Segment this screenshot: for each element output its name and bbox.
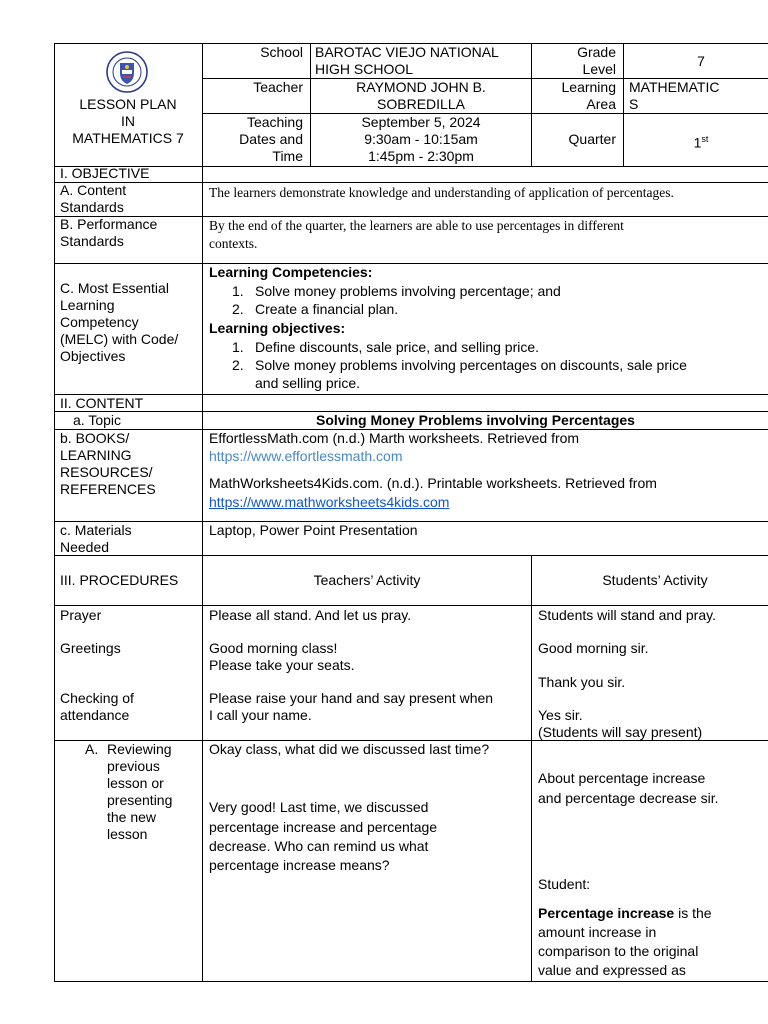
- melc-label-3: Competency: [60, 314, 139, 330]
- content-standards-label-2: Standards: [60, 199, 124, 215]
- review-label-4: presenting: [107, 792, 173, 808]
- area-label-line-2: Area: [586, 96, 616, 112]
- quarter-suffix: st: [701, 134, 709, 144]
- books-label-1: b. BOOKS/: [60, 430, 130, 446]
- quarter-value: [624, 131, 768, 152]
- procedures-col-divider-2: [531, 555, 532, 982]
- procedures-heading: III. PROCEDURES: [60, 572, 179, 588]
- quarter-number: 1: [693, 134, 702, 151]
- content-standards-text: The learners demonstrate knowledge and understanding of application of percentages.: [209, 185, 674, 200]
- dates-label-line-1: Teaching: [246, 114, 303, 130]
- teacher-review-good-2: percentage increase and percentage: [209, 819, 438, 835]
- objective-heading: I. OBJECTIVE: [60, 165, 150, 181]
- objective-item-2: Solve money problems involving percentages on discounts, sale price: [255, 357, 687, 373]
- performance-standards-label-2: Standards: [60, 233, 124, 249]
- review-label-1: Reviewing: [107, 741, 172, 757]
- objective-num-2: 2.: [232, 357, 244, 373]
- teacher-value-line-2: SOBREDILLA: [377, 96, 465, 112]
- melc-label-4: (MELC) with Code/: [60, 331, 179, 347]
- materials-value: Laptop, Power Point Presentation: [209, 522, 418, 538]
- melc-label-2: Learning: [60, 297, 115, 313]
- grade-label-line-2: Level: [582, 61, 616, 77]
- content-heading: II. CONTENT: [60, 395, 144, 411]
- procedures-col-divider-1: [202, 555, 203, 982]
- dates-label-line-2: Dates and: [239, 131, 303, 147]
- materials-label-2: Needed: [60, 539, 110, 555]
- objective-row-line-4: [54, 394, 768, 395]
- student-greeting: Good morning sir.: [538, 640, 649, 656]
- teacher-label: Teacher: [253, 79, 303, 95]
- dates-label-line-3: Time: [272, 148, 303, 164]
- books-label-3: RESOURCES/: [60, 464, 153, 480]
- grade-label-line-1: Grade: [577, 44, 616, 60]
- attendance-label-1: Checking of: [60, 690, 134, 706]
- teacher-review-good-3: decrease. Who can remind us what: [209, 838, 429, 854]
- performance-standards-text-2: contexts.: [209, 236, 258, 251]
- reference-1-link[interactable]: https://www.effortlessmath.com: [209, 448, 403, 464]
- topic-value: Solving Money Problems involving Percentages: [316, 412, 635, 428]
- teacher-review-good-1: Very good! Last time, we discussed: [209, 799, 429, 815]
- plan-title-line-1: LESSON PLAN: [79, 96, 177, 112]
- teacher-value-line-1: RAYMOND JOHN B.: [356, 79, 486, 95]
- competency-1: Solve money problems involving percentage; and: [255, 283, 561, 299]
- teacher-attendance-2: I call your name.: [209, 707, 312, 723]
- dates-value-line-1: September 5, 2024: [361, 114, 481, 130]
- review-label-2: previous: [107, 758, 160, 774]
- objective-num-1: 1.: [232, 339, 244, 355]
- materials-label-1: c. Materials: [60, 522, 132, 538]
- deped-seal-logo: [102, 50, 152, 94]
- student-present: (Students will say present): [538, 724, 703, 740]
- grade-value: 7: [697, 53, 705, 69]
- reference-2-text: MathWorksheets4Kids.com. (n.d.). Printable worksheets. Retrieved from: [209, 475, 657, 491]
- area-value-line-2: S: [629, 96, 639, 112]
- books-label-2: LEARNING: [60, 447, 132, 463]
- review-label-6: lesson: [107, 826, 148, 842]
- school-value-line-1: BAROTAC VIEJO NATIONAL: [315, 44, 499, 60]
- school-label: School: [260, 44, 303, 60]
- melc-label-1: C. Most Essential: [60, 280, 169, 296]
- student-definition-line-1: [538, 905, 712, 922]
- review-marker: A.: [85, 741, 99, 757]
- teacher-greeting-2: Please take your seats.: [209, 657, 355, 673]
- student-review-answer-1: About percentage increase: [538, 770, 706, 786]
- reference-1-text: EffortlessMath.com (n.d.) Marth worksheets. Retrieved from: [209, 430, 580, 446]
- content-standards-label-1: A. Content: [60, 182, 127, 198]
- reference-2-link[interactable]: https://www.mathworksheets4kids.com: [209, 494, 450, 510]
- definition-term: Percentage increase: [538, 905, 675, 921]
- procedures-row-line-1: [54, 605, 768, 606]
- performance-standards-label-1: B. Performance: [60, 216, 158, 232]
- quarter-label: Quarter: [568, 131, 616, 147]
- review-label-5: the new: [107, 809, 157, 825]
- objectives-heading: Learning objectives:: [209, 320, 346, 336]
- student-thanks: Thank you sir.: [538, 674, 626, 690]
- attendance-label-2: attendance: [60, 707, 130, 723]
- plan-title-line-3: MATHEMATICS 7: [72, 130, 184, 146]
- teacher-prayer-text: Please all stand. And let us pray.: [209, 607, 412, 623]
- teacher-greeting-1: Good morning class!: [209, 640, 338, 656]
- competencies-heading: Learning Competencies:: [209, 264, 373, 280]
- teachers-activity-header: Teachers’ Activity: [313, 572, 421, 588]
- objective-item-1: Define discounts, sale price, and selling price.: [255, 339, 540, 355]
- prayer-label: Prayer: [60, 607, 102, 623]
- greetings-label: Greetings: [60, 640, 121, 656]
- plan-title-line-2: IN: [121, 113, 135, 129]
- student-yes: Yes sir.: [538, 707, 583, 723]
- performance-standards-text-1: By the end of the quarter, the learners are able to use percentages in different: [209, 218, 624, 233]
- dates-value-line-2: 9:30am - 10:15am: [364, 131, 478, 147]
- dates-value-line-3: 1:45pm - 2:30pm: [368, 148, 474, 164]
- student-definition-line-3: comparison to the original: [538, 943, 699, 959]
- review-label-3: lesson or: [107, 775, 164, 791]
- objective-item-2-cont: and selling price.: [255, 375, 361, 391]
- student-review-answer-2: and percentage decrease sir.: [538, 790, 719, 806]
- student-definition-line-4: value and expressed as: [538, 962, 686, 978]
- teacher-attendance-1: Please raise your hand and say present when: [209, 690, 494, 706]
- area-value-line-1: MATHEMATIC: [629, 79, 720, 95]
- teacher-review-question: Okay class, what did we discussed last time?: [209, 741, 490, 757]
- objective-col-divider: [202, 166, 203, 556]
- competency-num-1: 1.: [232, 283, 244, 299]
- objective-row-line-3: [54, 263, 768, 264]
- student-definition-line-2: amount increase in: [538, 924, 657, 940]
- students-activity-header: Students’ Activity: [602, 572, 708, 588]
- competency-2: Create a financial plan.: [255, 301, 399, 317]
- area-label-line-1: Learning: [561, 79, 616, 95]
- books-label-4: REFERENCES: [60, 481, 156, 497]
- competency-num-2: 2.: [232, 301, 244, 317]
- topic-label: a. Topic: [73, 412, 121, 428]
- teacher-review-good-4: percentage increase means?: [209, 857, 390, 873]
- school-value-line-2: HIGH SCHOOL: [315, 61, 414, 77]
- student-prayer-text: Students will stand and pray.: [538, 607, 716, 623]
- melc-label-5: Objectives: [60, 348, 126, 364]
- student-label: Student:: [538, 876, 591, 892]
- objective-row-line-1: [54, 182, 768, 183]
- definition-rest: is the: [674, 905, 712, 921]
